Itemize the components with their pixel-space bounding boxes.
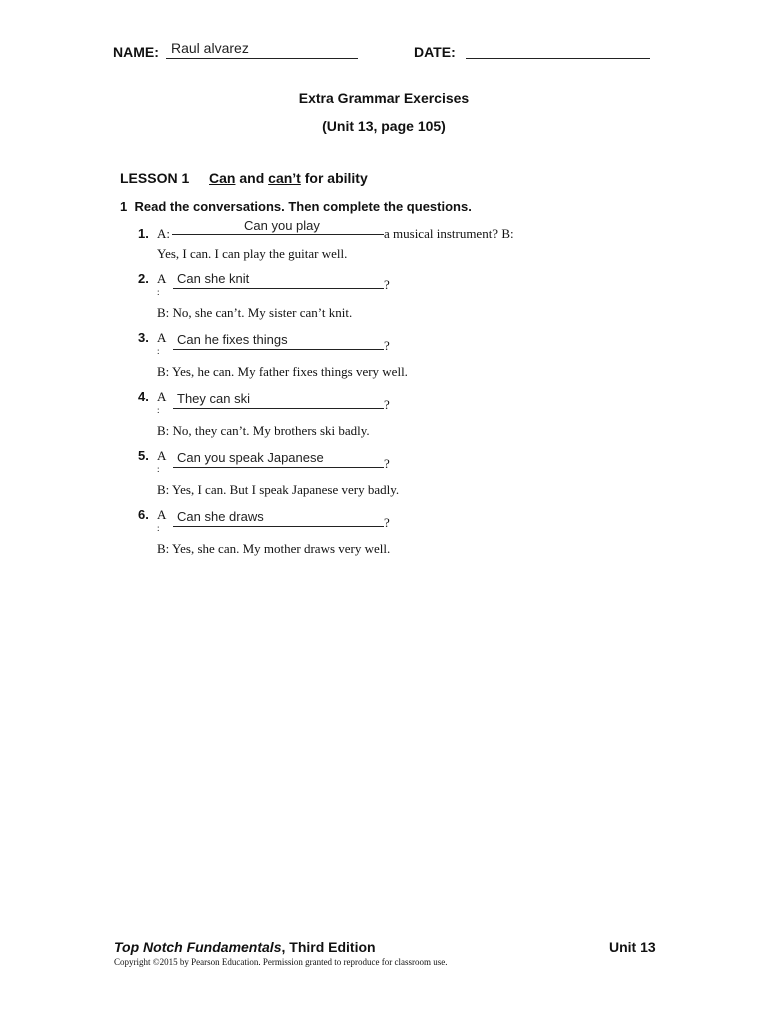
footer-book — [114, 939, 376, 955]
answer-line — [173, 288, 384, 289]
answer-line — [172, 234, 384, 235]
item-qmark: ? — [384, 456, 390, 471]
footer-copyright: Copyright ©2015 by Pearson Education. Permission granted to reproduce for classroom use. — [114, 957, 448, 967]
page-title: Extra Grammar Exercises — [298, 90, 470, 106]
item-a-label: A: — [157, 226, 170, 241]
item-number: 1. — [138, 226, 149, 241]
instruction-number: 1 — [120, 199, 128, 214]
answer-line — [173, 526, 384, 527]
lesson-label: LESSON 1 — [120, 170, 190, 186]
item-a-label: A — [157, 271, 167, 286]
answer-field[interactable]: Can he fixes things — [177, 332, 288, 347]
answer-line — [173, 349, 384, 350]
item-a-colon: : — [157, 346, 160, 356]
item-b-text: B: No, she can’t. My sister can’t knit. — [157, 305, 353, 320]
item-qmark: ? — [384, 277, 390, 292]
item-b-text: B: Yes, she can. My mother draws very well. — [157, 541, 391, 556]
item-b-text: B: No, they can’t. My brothers ski badly. — [157, 423, 370, 438]
item-number: 4. — [138, 389, 149, 404]
page-subtitle: (Unit 13, page 105) — [322, 118, 446, 134]
item-b-text: Yes, I can. I can play the guitar well. — [157, 246, 348, 261]
item-number: 3. — [138, 330, 149, 345]
instruction — [120, 199, 472, 214]
name-line — [166, 58, 358, 59]
answer-field[interactable]: Can you play — [244, 218, 320, 233]
item-b-text: B: Yes, he can. My father fixes things very well. — [157, 364, 408, 379]
item-a-label: A — [157, 330, 167, 345]
date-label: DATE: — [414, 44, 456, 60]
item-a-label: A — [157, 507, 167, 522]
item-qmark: ? — [384, 338, 390, 353]
item-qmark: ? — [384, 515, 390, 530]
answer-field[interactable]: Can she knit — [177, 271, 250, 286]
item-a-label: A — [157, 448, 167, 463]
item-a-colon: : — [157, 405, 160, 415]
footer-book-title: Top Notch Fundamentals — [114, 939, 282, 955]
instruction-text: Read the conversations. Then complete the questions. — [134, 199, 472, 214]
footer-edition: , Third Edition — [281, 939, 376, 955]
lesson-cant: can’t — [268, 170, 301, 186]
footer-unit: Unit 13 — [609, 939, 656, 955]
lesson-heading — [120, 170, 368, 186]
answer-field[interactable]: They can ski — [177, 391, 250, 406]
date-line[interactable] — [466, 58, 650, 59]
item-qmark: ? — [384, 397, 390, 412]
lesson-and: and — [239, 170, 265, 186]
name-label: NAME: — [113, 44, 159, 60]
item-a-suffix: a musical instrument? B: — [384, 226, 514, 241]
item-number: 2. — [138, 271, 149, 286]
item-b-text: B: Yes, I can. But I speak Japanese very badly. — [157, 482, 400, 497]
lesson-can: Can — [209, 170, 236, 186]
item-number: 6. — [138, 507, 149, 522]
item-a-colon: : — [157, 523, 160, 533]
item-a-colon: : — [157, 287, 160, 297]
lesson-topic: for ability — [304, 170, 368, 186]
answer-line — [173, 467, 384, 468]
item-a-label: A — [157, 389, 167, 404]
answer-field[interactable]: Can you speak Japanese — [177, 450, 324, 465]
answer-field[interactable]: Can she draws — [177, 509, 264, 524]
item-a-colon: : — [157, 464, 160, 474]
name-value[interactable]: Raul alvarez — [171, 40, 249, 56]
answer-line — [173, 408, 384, 409]
item-number: 5. — [138, 448, 149, 463]
